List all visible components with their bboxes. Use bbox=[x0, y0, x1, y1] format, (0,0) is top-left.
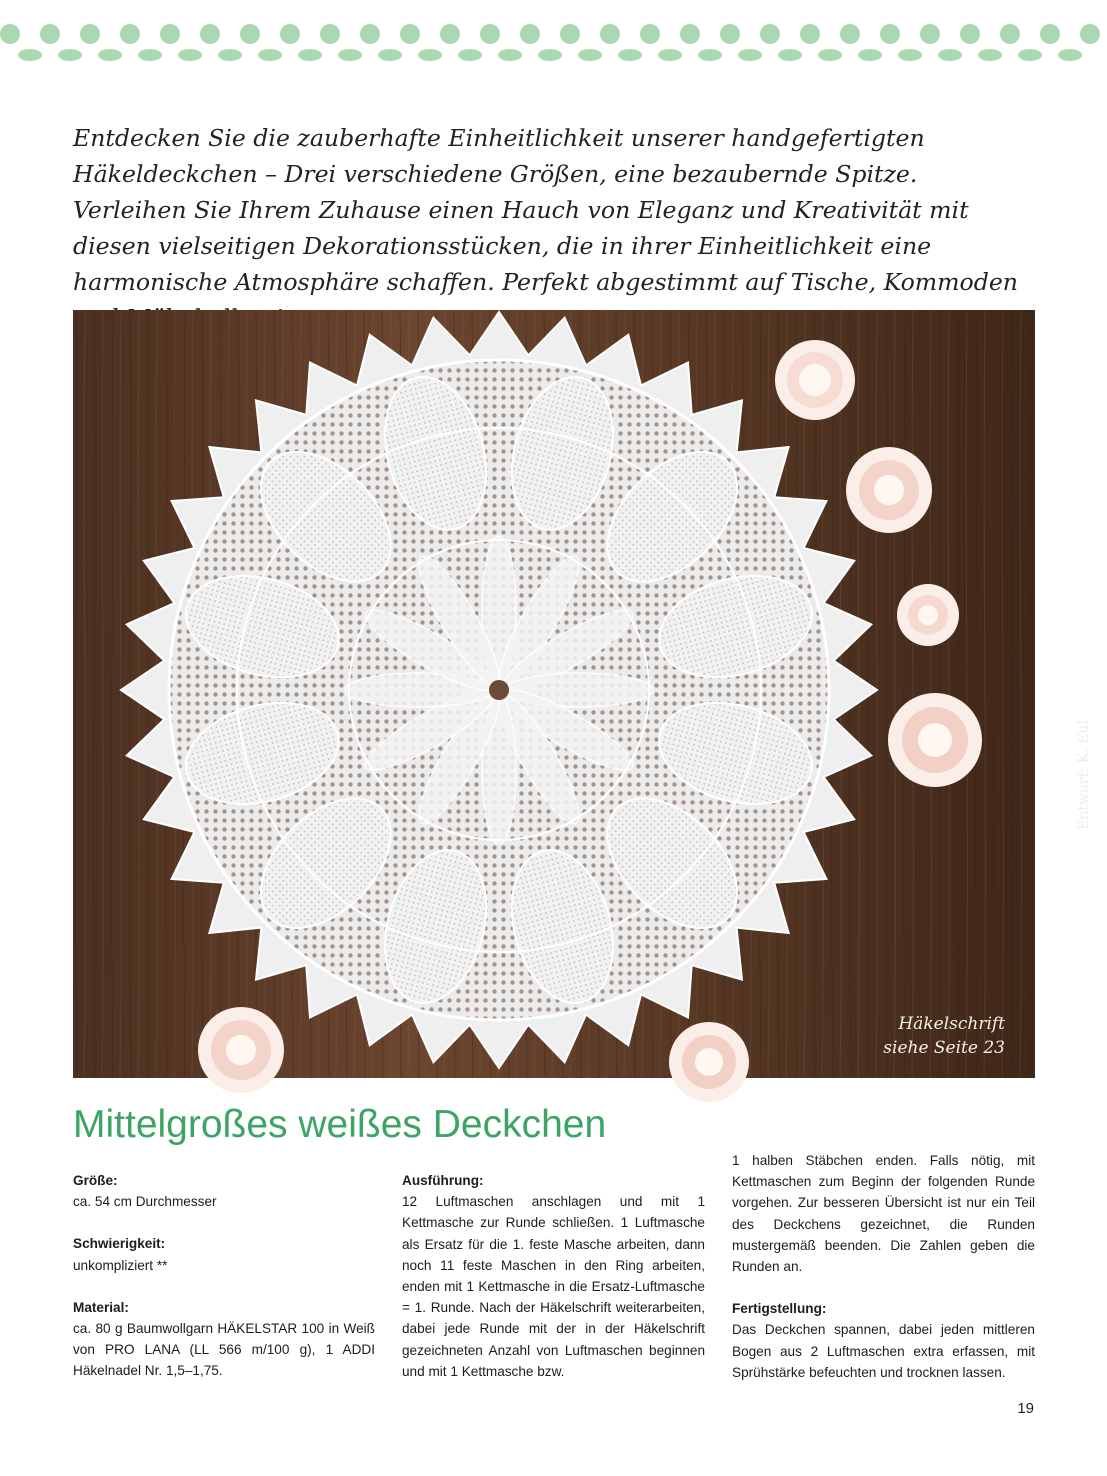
execution-text-continued: 1 halben Stäbchen enden. Falls nötig, mit Kettmaschen zum Beginn der folgenden Runde vorgehen. Zur besseren Übersicht ist nur ein Teil des Deckchens gezeichnet, die Runden mustergemäß beenden. Die Zahlen geben die Runden an. bbox=[732, 1153, 1035, 1275]
execution-label: Ausführung: bbox=[402, 1173, 484, 1188]
decorative-dot-border bbox=[0, 22, 1107, 64]
size-label: Größe: bbox=[73, 1173, 118, 1188]
pattern-title: Mittelgroßes weißes Deckchen bbox=[73, 1103, 607, 1146]
finishing-label: Fertigstellung: bbox=[732, 1301, 827, 1317]
material-label: Material: bbox=[73, 1299, 129, 1315]
material-value: ca. 80 g Baumwollgarn HÄKELSTAR 100 in Weiß von PRO LANA (LL 566 m/100 g), 1 ADDI Häkelnadel Nr. 1,5–1,75. bbox=[73, 1321, 375, 1379]
intro-text: Entdecken Sie die zauberhafte Einheitlichkeit unserer handgefertigten Häkeldeckchen – Drei verschiedene Größen, eine bezaubernde Spitze. Verleihen Sie Ihrem Zuhause einen Hauch von Eleganz und Kreativität mit diesen vielseitigen Dekorationsstücken, die in ihrer Einheitlichkeit eine harmonische Atmosphäre schaffen. Perfekt abgestimmt auf Tische, Kommoden bbox=[73, 124, 1018, 296]
difficulty-value: unkompliziert ** bbox=[73, 1257, 168, 1273]
chart-reference bbox=[883, 1012, 1005, 1060]
chart-reference-line-2: siehe Seite 23 bbox=[883, 1038, 1005, 1058]
execution-column bbox=[402, 1170, 705, 1382]
doily-photo bbox=[73, 310, 1092, 1078]
difficulty-label: Schwierigkeit: bbox=[73, 1236, 166, 1252]
finishing-text: Das Deckchen spannen, dabei jeden mittleren Bogen aus 2 Luftmaschen extra erfassen, mit Sprühstärke befeuchten und trocknen lassen. bbox=[732, 1322, 1035, 1380]
info-column bbox=[73, 1170, 375, 1382]
instructions-column bbox=[732, 1150, 1035, 1383]
page-number: 19 bbox=[1017, 1400, 1034, 1417]
size-value: ca. 54 cm Durchmesser bbox=[73, 1194, 217, 1210]
photo-credit: Entwurf: K. Eul bbox=[1076, 720, 1092, 830]
chart-reference-line-1: Häkelschrift bbox=[898, 1014, 1005, 1034]
execution-text: 12 Luftmaschen anschlagen und mit 1 Kettmasche zur Runde schließen. 1 Luftmasche als Ersatz für die 1. feste Masche arbeiten, dann noch 11 feste Maschen in den Ring arbeiten, enden mit 1 Kettmasche in die Ersatz-Luftmasche = 1. Runde. Nach der Häkelschrift weiterarbeiten, dabei jede Runde mit der in der Häkelschrift gezeichneten Anzahl von Luftmaschen beginnen und mit 1 Kettmasche bzw. bbox=[402, 1194, 705, 1379]
